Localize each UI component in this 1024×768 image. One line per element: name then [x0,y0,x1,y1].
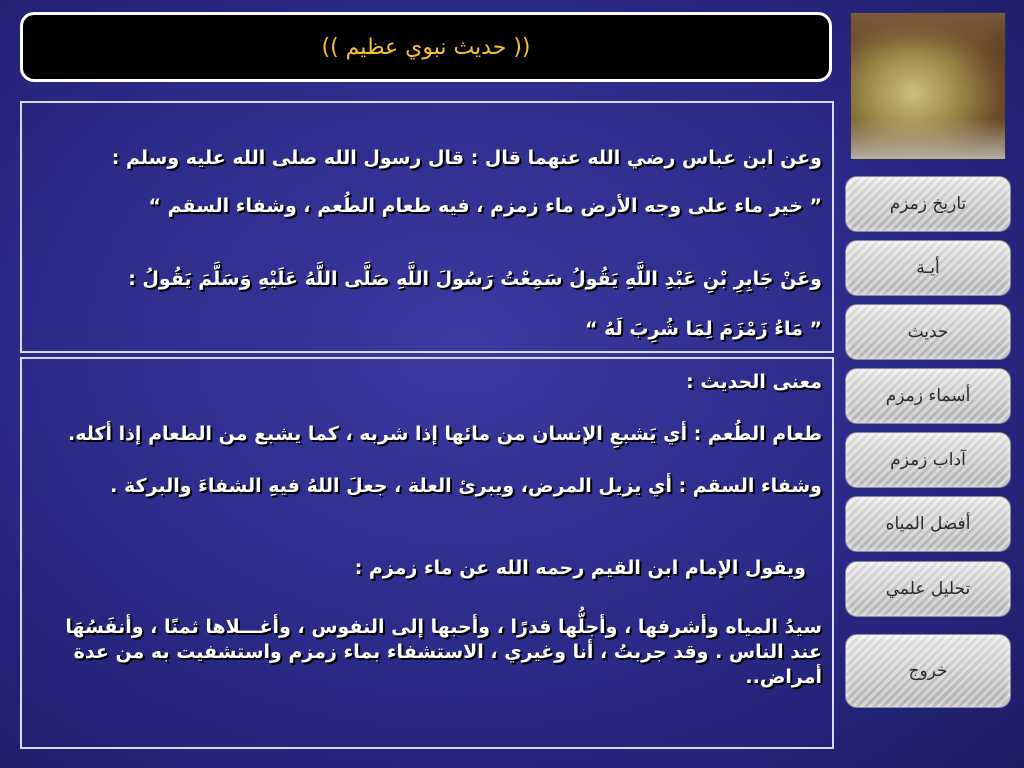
hadith-line-2: ” خير ماء على وجه الأرض ماء زمزم ، فيه طعام الطُعم ، وشفاء السقم “ [148,195,822,217]
hadith-panel [20,101,834,353]
nav-button-zamzam-history[interactable] [845,176,1011,232]
nav-label: تاريخ زمزم [889,194,967,214]
nav-label: أسماء زمزم [885,386,971,406]
nav-label: آداب زمزم [890,450,966,470]
nav-label: تحليل علمي [885,579,971,599]
ibn-qayyim-intro: ويقول الإمام ابن القيم رحمه الله عن ماء زمزم : [354,557,806,579]
nav-button-exit[interactable] [845,634,1011,708]
page-title: (( حديث نبوي عظيم )) [321,34,531,60]
ibn-qayyim-quote: سيدُ المياه وأشرفها ، وأجلُّها قدرًا ، وأحبها إلى النفوس ، وأغـــلاها ثمنًا ، وأنفَسُهَا عند الناس . وقد جربتُ ، أنا وغيري ، الاستشفاء بماء زمزم واستشفيت به من عدة أمراض.. [65,616,822,688]
nav-label: أفضل المياه [885,514,971,534]
nav-button-best-waters[interactable] [845,496,1011,552]
nav-button-verse[interactable] [845,240,1011,296]
meaning-panel [20,357,834,749]
nav-label: أيـة [916,258,940,278]
hadith-line-3: وعَنْ جَابِرِ بْنِ عَبْدِ اللَّهِ يَقُولُ سَمِعْتُ رَسُولَ اللَّهِ صَلَّى اللَّهُ عَلَيْهِ وَسَلَّمَ يَقُولُ : [128,268,822,290]
nav-label: حديث [907,322,949,342]
nav-button-hadith[interactable] [845,304,1011,360]
meaning-line-2: وشفاء السقم : أي يزيل المرض، ويبرئ العلة ، جعلَ اللهُ فيهِ الشفاءَ والبركة . [110,475,822,497]
zamzam-well-image [850,12,1006,160]
meaning-heading: معنى الحديث : [686,371,822,393]
nav-button-zamzam-names[interactable] [845,368,1011,424]
title-bar [20,12,832,82]
nav-label: خروج [908,661,948,681]
hadith-line-4: ” مَاءُ زَمْزَمَ لِمَا شُرِبَ لَهُ “ [585,318,822,340]
hadith-line-1: وعن ابن عباس رضي الله عنهما قال : قال رسول الله صلى الله عليه وسلم : [111,147,822,169]
meaning-line-1: طعام الطُعم : أي يَشبعِ الإنسان من مائها إذا شربه ، كما يشبع من الطعام إذا أكله. [68,423,822,445]
nav-button-scientific-analysis[interactable] [845,561,1011,617]
nav-button-zamzam-etiquette[interactable] [845,432,1011,488]
